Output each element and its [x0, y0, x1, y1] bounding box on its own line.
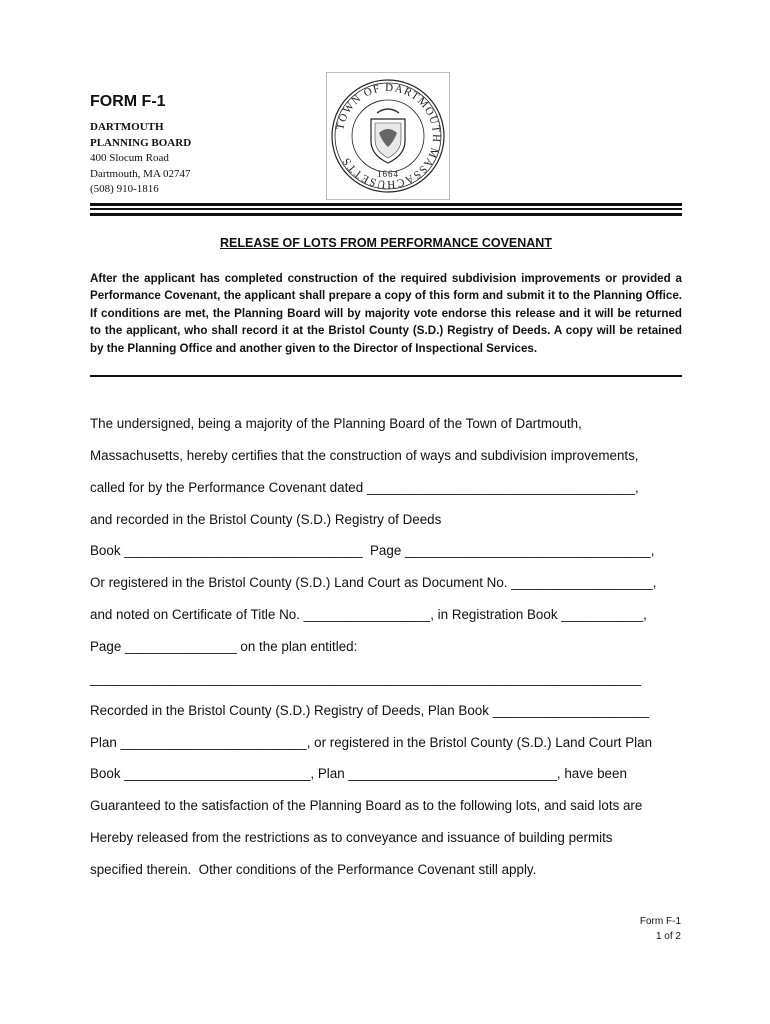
seal-year: 1664 [377, 169, 399, 179]
plan-title-blank: __________________________________________________________________________ [90, 671, 642, 686]
page-footer [640, 914, 681, 944]
org-name-line2: PLANNING BOARD [90, 136, 192, 149]
phone-number: (508) 910-1816 [90, 183, 159, 195]
registry-line: and recorded in the Bristol County (S.D.) Registry of Deeds [90, 512, 442, 527]
header-rule-1 [90, 203, 682, 206]
seal-icon [327, 73, 449, 199]
town-seal [326, 72, 450, 200]
covenant-date-line: called for by the Performance Covenant dated ____________________________________, [90, 480, 639, 495]
certification-line: Massachusetts, hereby certifies that the construction of ways and subdivision improvements, [90, 448, 639, 463]
book-page-line: Book ________________________________ Page _________________________________, [90, 543, 655, 558]
header-rule-3 [90, 213, 682, 216]
org-name-line1: DARTMOUTH [90, 121, 164, 133]
footer-page-number: 1 of 2 [655, 931, 681, 942]
certification-line: The undersigned, being a majority of the Planning Board of the Town of Dartmouth, [90, 416, 582, 431]
conditions-line: specified therein. Other conditions of the Performance Covenant still apply. [90, 862, 537, 877]
release-line: Hereby released from the restrictions as to conveyance and issuance of building permits [90, 830, 613, 845]
plan-book-line: Recorded in the Bristol County (S.D.) Registry of Deeds, Plan Book _____________________ [90, 703, 650, 718]
footer-form-ref: Form F-1 [639, 916, 681, 927]
instructions-divider [90, 375, 682, 377]
certificate-title-line: and noted on Certificate of Title No. _________________, in Registration Book ___________, [90, 607, 647, 622]
land-court-line: Or registered in the Bristol County (S.D.) Land Court as Document No. ___________________, [90, 575, 657, 590]
address-street: 400 Slocum Road [90, 152, 169, 164]
address-city: Dartmouth, MA 02747 [90, 167, 191, 180]
document-heading: RELEASE OF LOTS FROM PERFORMANCE COVENANT [220, 236, 552, 250]
board-address-block [90, 120, 191, 198]
instructions-paragraph: After the applicant has completed construction of the required subdivision improvements or provided a Performance Covenant, the applicant shall prepare a copy of this form and submit it to the Planning Office. If conditions are met, the Planning Board will by majority vote endorse this release and it will be returned to the applicant, who shall record it at the Bristol County (S.D.) Registry of Deeds. A copy will be retained by the Planning Office and another given to the Director of Inspectional Services. [90, 272, 682, 355]
guarantee-line: Guaranteed to the satisfaction of the Planning Board as to the following lots, and said lots are [90, 798, 643, 813]
book-plan-line: Book _________________________, Plan ____________________________, have been [90, 766, 627, 781]
header-rule-2 [90, 208, 682, 210]
plan-page-line: Page _______________ on the plan entitled: [90, 639, 358, 654]
seal-ring-text: TOWN OF DARTMOUTH MASSACHUSETTS [334, 81, 443, 191]
form-label: FORM F-1 [90, 93, 166, 110]
plan-land-court-line: Plan _________________________, or registered in the Bristol County (S.D.) Land Court Plan [90, 735, 653, 750]
